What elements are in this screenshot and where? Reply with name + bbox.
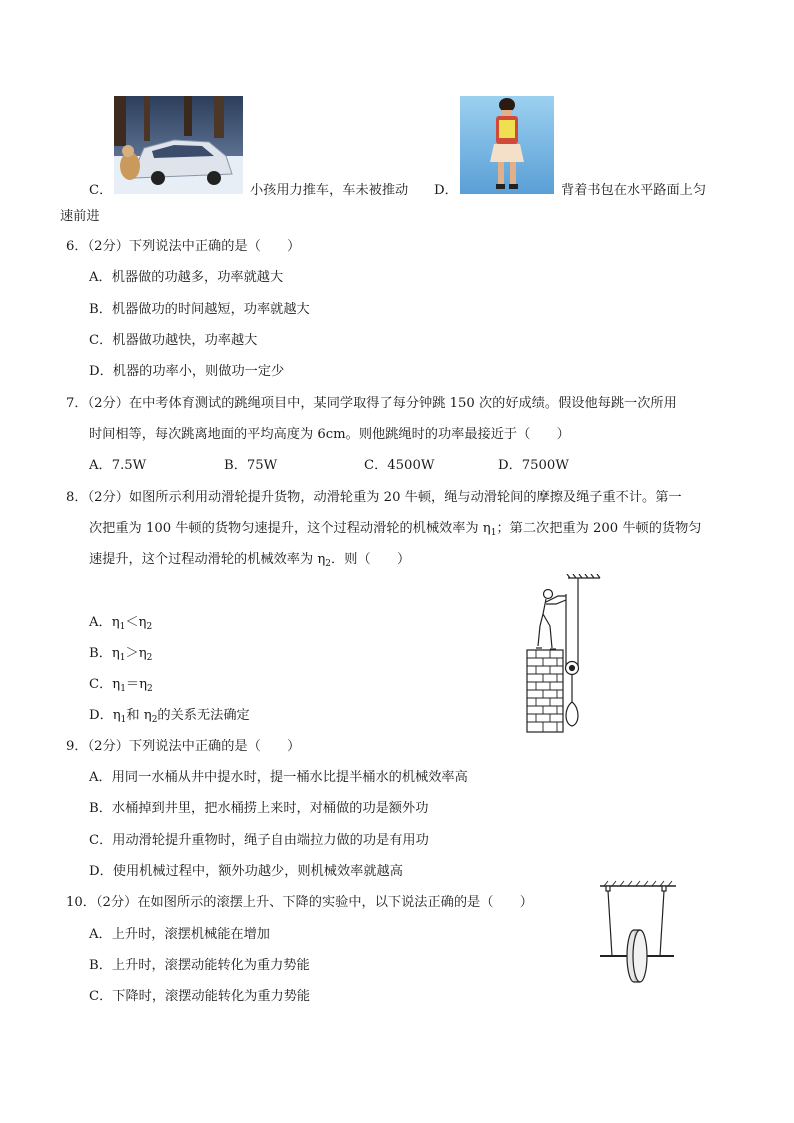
q9-option-a: A．用同一水桶从井中提水时，提一桶水比提半桶水的机械效率高	[89, 770, 468, 785]
q10-option-c: C．下降时，滚摆动能转化为重力势能	[89, 989, 311, 1004]
subscript: 2	[147, 684, 153, 694]
q10-stem: 10．（2分）在如图所示的滚摆上升、下降的实验中，以下说法正确的是（ ）	[66, 895, 533, 910]
q8-stem-line3	[89, 552, 410, 572]
q9-option-d: D．使用机械过程中，额外功越少，则机械效率就越高	[89, 864, 403, 879]
q7-option-b: B．75W	[224, 458, 278, 473]
q5-option-c-letter: C．	[89, 183, 113, 198]
q8-option-b-rel: ＞η	[125, 646, 147, 661]
q10-option-b: B．上升时，滚摆动能转化为重力势能	[89, 958, 310, 973]
q7-option-c: C．4500W	[364, 458, 435, 473]
q8-option-d-tail: 的关系无法确定	[157, 708, 250, 723]
q7-option-a: A．7.5W	[89, 458, 147, 473]
q8-stem-line2	[89, 521, 701, 541]
q8-option-d-mid: 和 η	[126, 708, 152, 723]
q6-option-d: D．机器的功率小，则做功一定少	[89, 364, 285, 379]
q5-option-d-continuation: 速前进	[60, 209, 100, 224]
q7-stem-line1: 7．（2分）在中考体育测试的跳绳项目中，某同学取得了每分钟跳 150 次的好成绩。假设他每跳一次所用	[66, 396, 677, 411]
q6-option-b: B．机器做功的时间越短，功率就越大	[89, 302, 310, 317]
q8-option-b	[89, 646, 152, 666]
photo-student-backpack	[460, 96, 554, 194]
q8-stem-line3-a: 速提升，这个过程动滑轮的机械效率为 η	[89, 552, 326, 567]
subscript: 1	[119, 653, 126, 663]
q8-stem-line1: 8．（2分）如图所示利用动滑轮提升货物，动滑轮重为 20 牛顿，绳与动滑轮间的摩擦及绳子重不计。第一	[66, 490, 682, 505]
subscript: 1	[119, 622, 126, 632]
q6-option-c: C．机器做功越快，功率越大	[89, 333, 258, 348]
q7-option-d: D．7500W	[498, 458, 569, 473]
q5-option-c-text: 小孩用力推车，车未被推动	[250, 183, 409, 198]
q6-stem: 6．（2分）下列说法中正确的是（ ）	[66, 239, 301, 254]
photo-car-push	[114, 96, 243, 194]
q9-option-c: C．用动滑轮提升重物时，绳子自由端拉力做的功是有用功	[89, 833, 429, 848]
q8-option-a-label: A．η	[89, 615, 120, 630]
subscript: 2	[146, 622, 153, 632]
q10-option-a: A．上升时，滚摆机械能在增加	[89, 927, 270, 942]
q8-option-b-label: B．η	[89, 646, 120, 661]
q8-stem-line2-b: ；第二次把重为 200 牛顿的货物匀	[496, 521, 702, 536]
maxwell-wheel-figure	[598, 878, 678, 988]
q8-option-a-rel: ＜η	[125, 615, 147, 630]
q7-stem-line2: 时间相等，每次跳离地面的平均高度为 6cm。则他跳绳时的功率最接近于（ ）	[89, 427, 570, 442]
subscript-2: 2	[325, 559, 332, 569]
q9-option-b: B．水桶掉到井里，把水桶捞上来时，对桶做的功是额外功	[89, 801, 429, 816]
subscript: 1	[120, 715, 127, 725]
q9-stem: 9．（2分）下列说法中正确的是（ ）	[66, 739, 301, 754]
subscript-1: 1	[490, 528, 497, 538]
q6-option-a: A．机器做的功越多，功率就越大	[89, 270, 284, 285]
subscript: 2	[146, 653, 153, 663]
pulley-figure	[524, 574, 604, 734]
q8-option-d	[89, 708, 250, 728]
q8-option-a	[89, 615, 152, 635]
q8-option-d-label: D．η	[89, 708, 121, 723]
subscript: 1	[120, 684, 126, 694]
q5-option-d-letter: D．	[434, 183, 458, 198]
q8-option-c	[89, 677, 153, 697]
q5-option-d-text: 背着书包在水平路面上匀	[561, 183, 707, 198]
q8-option-c-label: C．η	[89, 677, 121, 692]
q8-stem-line2-a: 次把重为 100 牛顿的货物匀速提升，这个过程动滑轮的机械效率为 η	[89, 521, 491, 536]
q8-stem-line3-b: ．则（ ）	[331, 552, 411, 567]
q8-option-c-rel: ＝η	[125, 677, 148, 692]
subscript: 2	[151, 715, 158, 725]
